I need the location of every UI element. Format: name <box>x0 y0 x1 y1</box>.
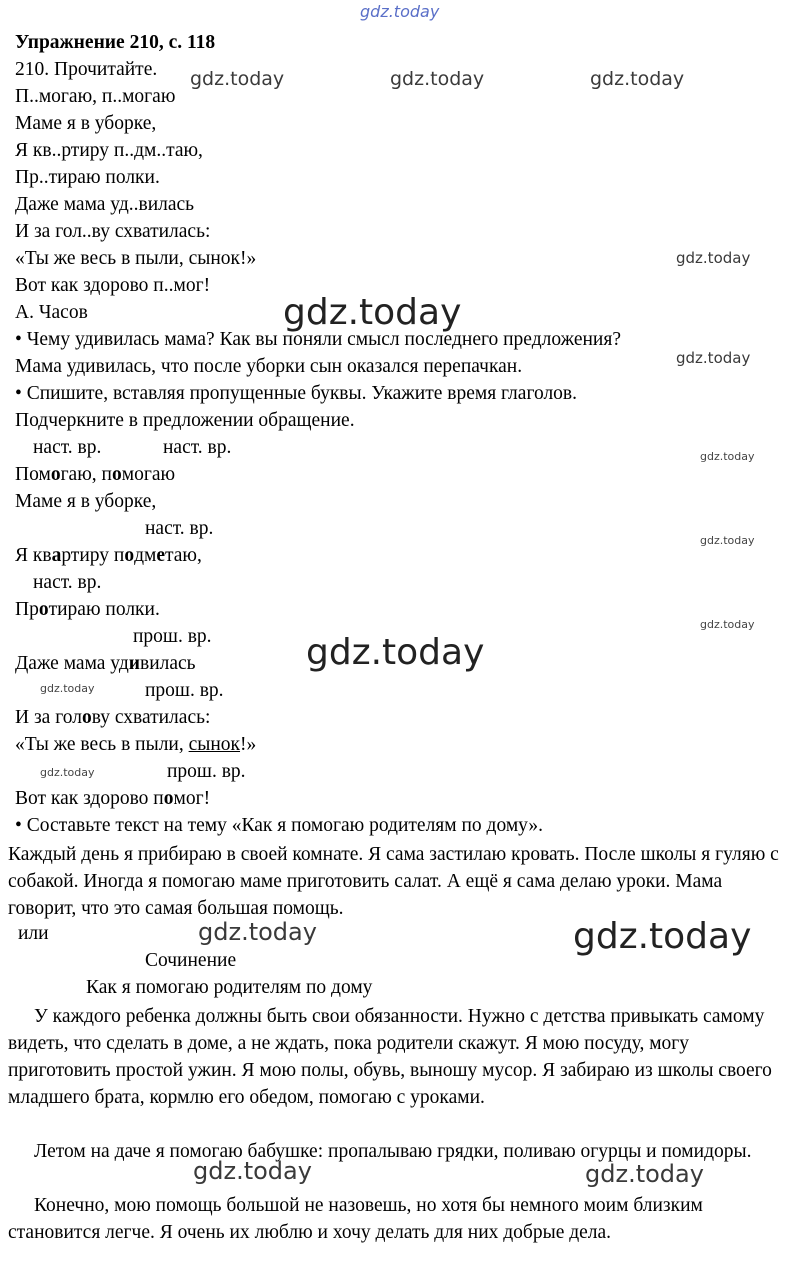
answer-text: Каждый день я прибираю в своей комнате. Я сама застилаю кровать. После школы я гуляю с собакой. Иногда я помогаю маме приготовить салат. А ещё я сама делаю уроки. Мама говорит, что это самая большая помощь. <box>8 844 779 919</box>
poem-line: Даже мама уд..вилась <box>15 194 195 215</box>
tense-label: наст. вр. <box>33 437 102 458</box>
poem-author: А. Часов <box>15 302 88 323</box>
essay-paragraph: Конечно, мою помощь большой не назовешь, но хотя бы немного моим близким становится легче. Я очень их люблю и хочу делать для них добрые дела. <box>8 1195 703 1243</box>
poem-line: «Ты же весь в пыли, сынок!» <box>15 248 257 269</box>
exercise-title: Упражнение 210, с. 118 <box>15 32 216 53</box>
answer-line: Помогаю, помогаю <box>15 464 176 485</box>
tense-label: наст. вр. <box>33 572 102 593</box>
answer-line: Протираю полки. <box>15 599 160 620</box>
answer-line: Я квартиру подметаю, <box>15 545 202 566</box>
watermark: gdz.today <box>700 618 755 631</box>
watermark-large: gdz.today <box>573 916 752 957</box>
watermark: gdz.today <box>700 534 755 547</box>
watermark-large: gdz.today <box>283 292 462 333</box>
poem-line: И за гол..ву схватилась: <box>15 221 211 242</box>
watermark: gdz.today <box>40 766 95 779</box>
essay-heading: Сочинение <box>145 950 237 971</box>
poem-line: П..могаю, п..могаю <box>15 86 176 107</box>
answer-line: И за голову схватилась: <box>15 707 211 728</box>
watermark-large: gdz.today <box>306 632 485 673</box>
watermark: gdz.today <box>390 68 485 90</box>
poem-line: Я кв..ртиру п..дм..таю, <box>15 140 203 161</box>
essay-paragraph: У каждого ребенка должны быть свои обязанности. Нужно с детства привыкать самому видеть, что сделать в доме, а не ждать, пока родители скажут. Я мою посуду, могу приготовить простой ужин. Я мою полы, обувь, выношу мусор. Я забираю из школы своего младшего брата, кормлю его обедом, помогаю с уроками. <box>8 1006 772 1108</box>
or-label: или <box>18 923 49 944</box>
answer-line: Маме я в уборке, <box>15 491 157 512</box>
address-underlined: сынок <box>188 734 241 755</box>
watermark: gdz.today <box>585 1160 704 1188</box>
tense-label: прош. вр. <box>133 626 212 647</box>
answer-line: Даже мама удивилась <box>15 653 196 674</box>
watermark: gdz.today <box>676 349 751 367</box>
poem-line: Вот как здорово п..мог! <box>15 275 211 296</box>
question-2-cont: Подчеркните в предложении обращение. <box>15 410 355 431</box>
watermark: gdz.today <box>190 68 285 90</box>
answer-1: Мама удивилась, что после уборки сын оказался перепачкан. <box>15 356 523 377</box>
watermark-logo: gdz.today <box>360 2 440 21</box>
watermark: gdz.today <box>590 68 685 90</box>
question-2: • Спишите, вставляя пропущенные буквы. Укажите время глаголов. <box>15 383 578 404</box>
essay-paragraph: Летом на даче я помогаю бабушке: пропалываю грядки, поливаю огурцы и помидоры. <box>34 1141 752 1162</box>
essay-title: Как я помогаю родителям по дому <box>86 977 373 998</box>
watermark: gdz.today <box>40 682 95 695</box>
task-intro: 210. Прочитайте. <box>15 59 158 80</box>
watermark: gdz.today <box>198 918 317 946</box>
question-1: • Чему удивилась мама? Как вы поняли смысл последнего предложения? <box>15 329 621 350</box>
tense-label: прош. вр. <box>167 761 246 782</box>
poem-line: Маме я в уборке, <box>15 113 157 134</box>
tense-label: наст. вр. <box>145 518 214 539</box>
watermark: gdz.today <box>193 1157 312 1185</box>
watermark: gdz.today <box>676 249 751 267</box>
watermark: gdz.today <box>700 450 755 463</box>
answer-line: Вот как здорово помог! <box>15 788 211 809</box>
poem-line: Пр..тираю полки. <box>15 167 160 188</box>
tense-label: наст. вр. <box>163 437 232 458</box>
answer-line: «Ты же весь в пыли, сынок!» <box>15 734 257 755</box>
tense-label: прош. вр. <box>145 680 224 701</box>
task-3: • Составьте текст на тему «Как я помогаю родителям по дому». <box>15 815 544 836</box>
